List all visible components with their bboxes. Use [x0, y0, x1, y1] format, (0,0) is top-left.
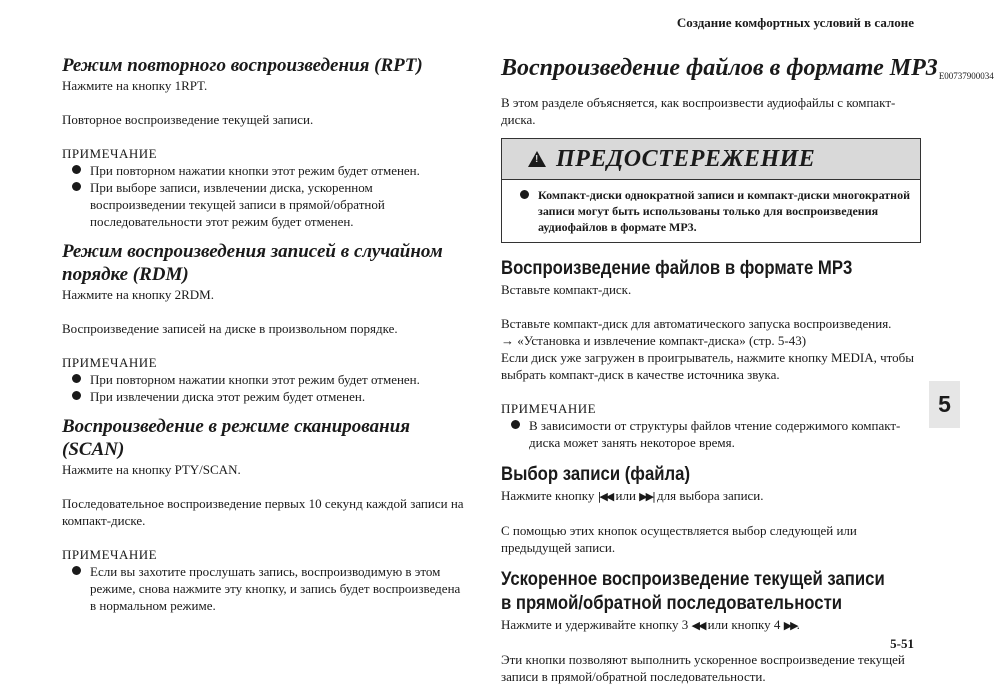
bullet-icon [72, 391, 81, 400]
section-tab: 5 [929, 381, 960, 428]
list-item: При повторном нажатии кнопки этот режим будет отменен. [62, 162, 467, 179]
mp3-intro: В этом разделе объясняется, как воспроизвести аудиофайлы с компакт-диска. [501, 95, 896, 127]
rpt-notes [62, 162, 467, 230]
select-instruction: Нажмите кнопку |◀◀ или ▶▶| для выбора записи. [501, 488, 764, 503]
list-item: Компакт-диски однократной записи и компакт-диски многократной записи могут быть использованы только для воспроизведения аудиофайлов в формате MP3. [510, 187, 910, 235]
rdm-instruction: Нажмите на кнопку 2RDM. [62, 287, 214, 302]
scan-description: Последовательное воспроизведение первых 10 секунд каждой записи на компакт-диске. [62, 496, 464, 528]
bullet-icon [72, 182, 81, 191]
next-track-icon: ▶▶| [639, 490, 654, 503]
mp3-main-heading: Воспроизведение файлов в формате MP3E00737900034 [501, 55, 994, 81]
rdm-description: Воспроизведение записей на диске в произвольном порядке. [62, 321, 398, 336]
right-column [501, 54, 994, 685]
fast-forward-icon: ▶▶ [783, 619, 797, 632]
rewind-icon: ◀◀ [691, 619, 705, 632]
ff-description: Эти кнопки позволяют выполнить ускоренное воспроизведение текущей записи в прямой/обратной последовательности. [501, 652, 905, 684]
play-heading: Воспроизведение файлов в формате MP3 [501, 258, 853, 279]
warning-title: ПРЕДОСТЕРЕЖЕНИЕ [556, 145, 816, 172]
warning-body [502, 180, 920, 242]
scan-heading: Воспроизведение в режиме сканирования (SCAN) [62, 416, 411, 460]
bullet-icon [72, 165, 81, 174]
ff-instruction: Нажмите и удерживайте кнопку 3 ◀◀ или кнопку 4 ▶▶. [501, 617, 800, 632]
play-note-title: ПРИМЕЧАНИЕ [501, 401, 597, 416]
rpt-description: Повторное воспроизведение текущей записи. [62, 112, 314, 127]
select-description: С помощью этих кнопок осуществляется выбор следующей или предыдущей записи. [501, 523, 857, 555]
play-notes [501, 417, 921, 451]
bullet-icon [72, 566, 81, 575]
list-item: Если вы захотите прослушать запись, воспроизводимую в этом режиме, снова нажмите эту кнопку, и запись будет воспроизведена в нормальном режиме. [62, 563, 467, 614]
play-autostart: Вставьте компакт-диск для автоматического запуска воспроизведения. [501, 316, 892, 331]
list-item: При повторном нажатии кнопки этот режим будет отменен. [62, 371, 467, 388]
warning-box [501, 138, 921, 243]
list-item: В зависимости от структуры файлов чтение содержимого компакт-диска может занять некоторое время. [501, 417, 921, 451]
bullet-icon [511, 420, 520, 429]
rdm-notes [62, 371, 467, 405]
warning-header [502, 139, 920, 180]
doc-code: E00737900034 [938, 71, 994, 81]
page-header: Создание комфортных условий в салоне [676, 15, 914, 30]
play-reference: → «Установка и извлечение компакт-диска» (стр. 5-43) [501, 333, 807, 348]
list-item: При выборе записи, извлечении диска, ускоренном воспроизведении текущей записи в прямой/обратной последовательности этот режим будет отменен. [62, 179, 467, 230]
rdm-note-title: ПРИМЕЧАНИЕ [62, 355, 158, 370]
play-media-hint: Если диск уже загружен в проигрыватель, нажмите кнопку MEDIA, чтобы выбрать компакт-диск в качестве источника звука. [501, 350, 914, 382]
prev-track-icon: |◀◀ [597, 490, 613, 503]
ff-heading-line1: Ускоренное воспроизведение текущей записи [501, 569, 885, 590]
rpt-instruction: Нажмите на кнопку 1RPT. [62, 78, 208, 93]
bullet-icon [72, 374, 81, 383]
bullet-icon [520, 190, 529, 199]
select-heading: Выбор записи (файла) [501, 464, 691, 485]
list-item: При извлечении диска этот режим будет отменен. [62, 388, 467, 405]
ff-heading-line2: в прямой/обратной последовательности [501, 593, 843, 614]
scan-note-title: ПРИМЕЧАНИЕ [62, 547, 158, 562]
rpt-heading: Режим повторного воспроизведения (RPT) [62, 55, 423, 76]
page-number: 5-51 [890, 636, 914, 651]
play-step: Вставьте компакт-диск. [501, 282, 632, 297]
scan-notes [62, 563, 467, 614]
rdm-heading: Режим воспроизведения записей в случайном порядке (RDM) [62, 241, 443, 285]
left-column [62, 54, 467, 614]
warning-triangle-icon [528, 151, 546, 167]
scan-instruction: Нажмите на кнопку PTY/SCAN. [62, 462, 241, 477]
rpt-note-title: ПРИМЕЧАНИЕ [62, 146, 158, 161]
